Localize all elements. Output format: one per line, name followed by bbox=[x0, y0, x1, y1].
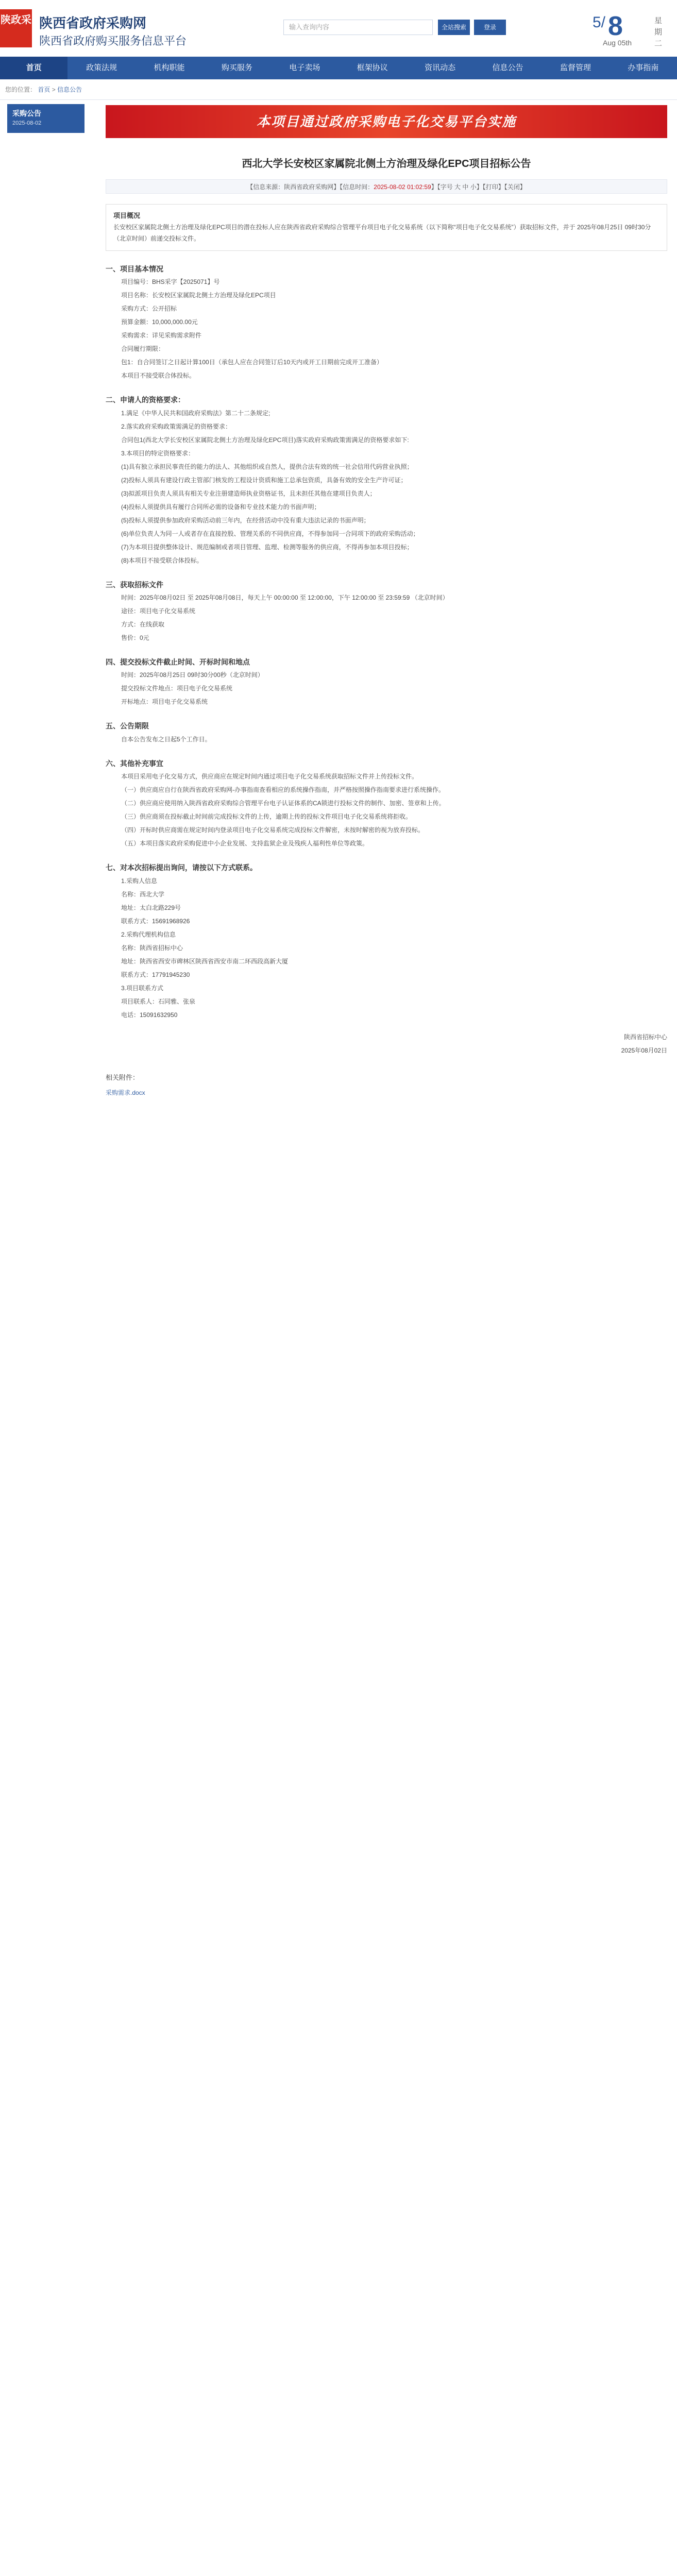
breadcrumb-home[interactable]: 首页 bbox=[38, 86, 50, 93]
nav-policy[interactable]: 政策法规 bbox=[86, 63, 117, 72]
section-line: 2.落实政府采购政策需满足的资格要求： bbox=[121, 422, 232, 430]
section-line: (5)投标人须提供参加政府采购活动前三年内，在经营活动中没有重大违法记录的书面声明； bbox=[121, 516, 370, 524]
summary-text: 长安校区家属院北侧土方治理及绿化EPC项目的潜在投标人应在陕西省政府采购综合管理平台项目电子化交易系统（以下简称“项目电子化交易系统”）获取招标文件，并于 2025年08月25日 09时30分 （北京时间）前递交投标文件。 bbox=[113, 223, 651, 242]
section-line: 本项目不接受联合体投标。 bbox=[121, 372, 196, 380]
section-line: (3)拟派项目负责人须具有相关专业注册建造师执业资格证书，且未担任其他在建项目负责人； bbox=[121, 489, 376, 497]
section-line: 3.本项目的特定资格要求： bbox=[121, 449, 195, 457]
section-heading: 四、提交投标文件截止时间、开标时间和地点 bbox=[106, 657, 250, 666]
main-nav bbox=[0, 57, 677, 79]
summary-head: 项目概况 bbox=[113, 212, 141, 219]
article-title: 西北大学长安校区家属院北侧土方治理及绿化EPC项目招标公告 bbox=[242, 158, 531, 170]
meta-tail[interactable]: 】【字号 大 中 小】【打印】【关闭】 bbox=[431, 183, 526, 191]
section-line: (7)为本项目提供整体设计、规范编制或者项目管理、监理、检测等服务的供应商，不得再参加本项目投标； bbox=[121, 543, 413, 551]
section-line: 采购方式：公开招标 bbox=[121, 305, 177, 313]
section-line: 项目名称：长安校区家属院北侧土方治理及绿化EPC项目 bbox=[121, 292, 276, 299]
section-line: (1)具有独立承担民事责任的能力的法人、其他组织或自然人，提供合法有效的统一社会信用代码营业执照； bbox=[121, 463, 413, 470]
section-heading: 一、项目基本情况 bbox=[106, 264, 163, 273]
section-heading: 三、获取招标文件 bbox=[106, 580, 163, 589]
date-widget bbox=[593, 5, 675, 52]
section-line: 本项目采用电子化交易方式，供应商应在规定时间内通过项目电子化交易系统获取招标文件并上传投标文件。 bbox=[121, 773, 418, 781]
section-line: 项目编号：BHS采字【2025071】号 bbox=[121, 278, 220, 286]
nav-home[interactable]: 首页 bbox=[0, 57, 67, 79]
section-line: 1.满足《中华人民共和国政府采购法》第二十二条规定; bbox=[121, 409, 270, 417]
nav-org[interactable]: 机构职能 bbox=[154, 63, 185, 72]
signature bbox=[106, 1030, 667, 1057]
site-subtitle: 陕西省政府购买服务信息平台 bbox=[39, 35, 187, 47]
section-line: 包1：自合同签订之日起计算100日（承包人应在合同签订后10天内或开工日期前完成开工准备） bbox=[121, 359, 383, 366]
site-name: 陕西省政府采购网 bbox=[39, 16, 147, 31]
top-header bbox=[0, 0, 677, 57]
sign-date: 2025年08月02日 bbox=[621, 1046, 667, 1054]
date-year: Aug 05th bbox=[603, 39, 632, 47]
date-weekday: 星期二 bbox=[654, 16, 663, 48]
section-heading: 二、申请人的资格要求： bbox=[106, 396, 185, 404]
section-line: 名称：西北大学 bbox=[121, 890, 165, 898]
section-line: 采购需求：详见采购需求附件 bbox=[121, 332, 202, 340]
attachment-link[interactable]: 采购需求.docx bbox=[106, 1089, 145, 1097]
section-line: 提交投标文件地点：项目电子化交易系统 bbox=[121, 685, 233, 692]
section-line: （一）供应商应自行在陕西省政府采购网-办事指南查看相应的系统操作指南，并严格按照操作指南要求进行系统操作。 bbox=[121, 786, 445, 794]
section-line: 地址：太白北路229号 bbox=[121, 904, 181, 911]
date-day: 8 bbox=[608, 11, 623, 41]
nav-service[interactable]: 购买服务 bbox=[221, 63, 252, 72]
section-line: (8)本项目不接受联合体投标。 bbox=[121, 556, 203, 564]
attachments-label: 相关附件： bbox=[106, 1073, 140, 1081]
section-line: 1.采购人信息 bbox=[121, 877, 158, 885]
section-line: 电话：15091632950 bbox=[121, 1011, 178, 1019]
article-meta bbox=[106, 179, 667, 194]
section-line: （四）开标时供应商需在规定时间内登录项目电子化交易系统完成投标文件解密，未按时解密的视为放弃投标。 bbox=[121, 826, 425, 834]
section-line: 方式：在线获取 bbox=[121, 620, 165, 628]
section-line: 合同包1(西北大学长安校区家属院北侧土方治理及绿化EPC项目)落实政府采购政策需满足的资格要求如下: bbox=[121, 436, 409, 444]
section-line: 合同履行期限： bbox=[121, 345, 165, 353]
section-line: （三）供应商须在投标截止时间前完成投标文件的上传，逾期上传的投标文件项目电子化交易系统将拒收。 bbox=[121, 813, 412, 821]
section-line: 3.项目联系方式 bbox=[121, 984, 164, 992]
search-input[interactable]: 输入查询内容 bbox=[283, 20, 433, 35]
article-body bbox=[106, 263, 667, 1021]
nav-news[interactable]: 资讯动态 bbox=[425, 63, 456, 72]
login-button[interactable]: 登录 bbox=[474, 20, 506, 35]
section-line: 联系方式：17791945230 bbox=[121, 971, 190, 978]
section-line: 联系方式：15691968926 bbox=[121, 917, 190, 925]
sidebar-tab-date: 2025-08-02 bbox=[12, 120, 42, 126]
site-search-button[interactable]: 全站搜索 bbox=[438, 20, 470, 35]
nav-mall[interactable]: 电子卖场 bbox=[289, 63, 320, 72]
date-month: 5/ bbox=[593, 14, 606, 31]
logo-badge: 陕政采 bbox=[0, 9, 32, 47]
breadcrumb-current[interactable]: 信息公告 bbox=[57, 86, 82, 93]
section-line: 售价：0元 bbox=[121, 634, 149, 641]
section-line: 名称：陕西省招标中心 bbox=[121, 944, 183, 952]
nav-framework[interactable]: 框架协议 bbox=[357, 63, 388, 72]
section-line: (4)投标人须提供具有履行合同所必需的设备和专业技术能力的书面声明； bbox=[121, 503, 320, 511]
breadcrumb-prefix: 您的位置： bbox=[5, 86, 37, 93]
section-line: 预算金额：10,000,000.00元 bbox=[121, 318, 198, 326]
section-line: 地址：陕西省西安市碑林区陕西省西安市南二环西段高新大厦 bbox=[121, 957, 289, 965]
section-line: 自本公告发布之日起5个工作日。 bbox=[121, 735, 211, 743]
section-line: 项目联系人：石同雅、张泉 bbox=[121, 997, 196, 1005]
section-line: 2.采购代理机构信息 bbox=[121, 930, 176, 938]
platform-banner: 本项目通过政府采购电子化交易平台实施 bbox=[106, 105, 667, 138]
breadcrumb bbox=[0, 79, 677, 100]
section-line: (6)单位负责人为同一人或者存在直接控股、管理关系的不同供应商，不得参加同一合同项下的政府采购活动； bbox=[121, 530, 419, 537]
sidebar-tab-title: 采购公告 bbox=[12, 109, 41, 117]
section-line: (2)投标人须具有建设行政主管部门核发的工程设计资质和施工总承包资质，具备有效的安全生产许可证； bbox=[121, 476, 407, 484]
section-line: （五）本项目落实政府采购促进中小企业发展、支持监狱企业及残疾人福利性单位等政策。 bbox=[121, 840, 369, 848]
section-line: 开标地点：项目电子化交易系统 bbox=[121, 698, 208, 706]
section-line: 途径：项目电子化交易系统 bbox=[121, 607, 196, 615]
nav-supervision[interactable]: 监督管理 bbox=[560, 63, 591, 72]
meta-time: 2025-08-02 01:02:59 bbox=[374, 183, 431, 191]
project-summary bbox=[106, 204, 667, 251]
breadcrumb-sep: > bbox=[52, 86, 58, 93]
section-line: 时间：2025年08月25日 09时30分00秒（北京时间） bbox=[121, 671, 264, 679]
meta-info: 【信息来源：陕西省政府采购网】【信息时间： bbox=[247, 183, 374, 191]
nav-guide[interactable]: 办事指南 bbox=[628, 63, 659, 72]
section-heading: 六、其他补充事宜 bbox=[106, 759, 163, 768]
sign-org: 陕西省招标中心 bbox=[623, 1033, 667, 1041]
nav-notice[interactable]: 信息公告 bbox=[492, 63, 523, 72]
section-line: （二）供应商应使用纳入陕西省政府采购综合管理平台电子认证体系的CA锁进行投标文件的制作、加密、签章和上传。 bbox=[121, 800, 445, 807]
attachments bbox=[106, 1073, 667, 1098]
article-content bbox=[106, 105, 667, 1098]
section-heading: 五、公告期限 bbox=[106, 722, 149, 731]
section-heading: 七、对本次招标提出询问，请按以下方式联系。 bbox=[106, 863, 257, 872]
page-body bbox=[0, 100, 677, 2576]
section-line: 时间：2025年08月02日 至 2025年08月08日，每天上午 00:00:00 至 12:00:00，下午 12:00:00 至 23:59:59 （北京时间） bbox=[121, 594, 449, 601]
sidebar-tab-notice[interactable] bbox=[7, 104, 84, 133]
